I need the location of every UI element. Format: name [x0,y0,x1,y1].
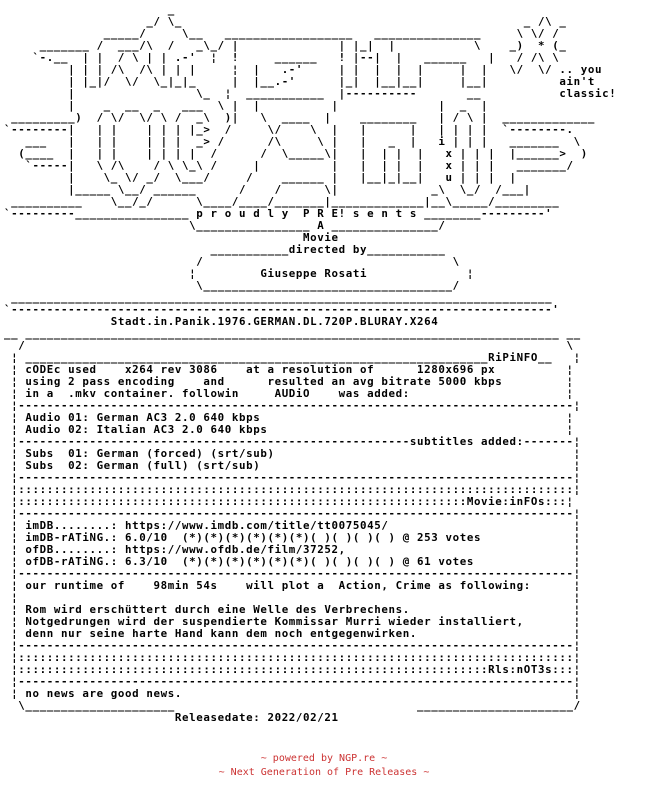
footer-powered-prefix: ~ powered by [260,753,340,764]
footer-tagline-text: ~ Next Generation of Pre Releases ~ [218,767,430,778]
footer-powered-suffix: ~ [375,753,388,764]
nfo-ascii-document: _ _/ \_ _ /\ _ _____/ \__ __________________ _______________ \ \/ / _______ / ___/\ / _\_/ | | |_| | \ _) * (_ `-.__ | | / \ | | .-' ¦ ! ______ ! |--| | ______ | / /\ \ | | | /\ /\ | | | ¦ | .-' | | | | | | | \/ \/ .. you | |_|/ \/ \_|_|_ | |__.-' |_| |__|__| |__| ain't | \_ ¦ ___________ |---------- __ classic! | _ __ _ ___ \ | | | | _ | _________) / \/ \/ \ / _\ )| \ ____ | ________ | / \ | _____________ `--------| | | | | | |_> / \/ \ | | | | | | | `--------. ___ | | | | | | _> / /\ \ | | _ | i | | | _______ \ (____ | | | | | | | / / \_____\| | | | | x | | | |______> ) `-----| \ /\ / \ \_\ / | | | | | | x | | | _______/ | \_ \/ _/ \___/ / ______ | |__|_|__| u | | | | |_____ \__/ ______ / / \| _\ \_/ /___| __________ \__/_/ \____/____/_______|_____________|__\_____/_________ `---------________________ p r o u d l y P R E! s e n t s ________---------' \________________ A _______________/ Movie ___________directed by___________ / \ ¦ Giuseppe Rosati ¦ \___________________________________/ ____________________________________________________________________________ `----------------------------------------------------------------------------' Stadt.in.Panik.1976.GERMAN.DL.720P.BLURAY.X264 __ ___________________________________________________________________________ __ / \ ¦ _________________________________________________________________RiPiNFO__ ¦ ¦ cODEc used x264 rev 3086 at a resolution of 1280x696 px ¦ ¦ using 2 pass encoding and resulted an avg bitrate 5000 kbps ¦ ¦ in a .mkv container. followin AUDiO was added: ¦ ¦------------------------------------------------------------------------------¦ ¦ Audio 01: German AC3 2.0 640 kbps ¦ ¦ Audio 02: Italian AC3 2.0 640 kbps ¦ ¦-------------------------------------------------------subtitles added:-------¦ ¦ Subs 01: German (forced) (srt/sub) ¦ ¦ Subs 02: German (full) (srt/sub) ¦ ¦------------------------------------------------------------------------------¦ ¦::::::::::::::::::::::::::::::::::::::::::::::::::::::::::::::::::::::::::::::¦ ¦:::::::::::::::::::::::::::::::::::::::::::::::::::::::::::::::Movie:inFOs:::¦ ¦------------------------------------------------------------------------------¦ ¦ imDB........: https://www.imdb.com/title/tt0075045/ ¦ ¦ imDB-rATiNG.: 6.0/10 (*)(*)(*)(*)(*)(*)( )( )( )( ) @ 253 votes ¦ ¦ ofDB........: https://www.ofdb.de/film/37252, ¦ ¦ ofDB-rATiNG.: 6.3/10 (*)(*)(*)(*)(*)(*)( )( )( )( ) @ 61 votes ¦ ¦------------------------------------------------------------------------------¦ ¦ our runtime of 98min 54s will plot a Action, Crime as following: ¦ ¦ ¦ ¦ Rom wird erschüttert durch eine Welle des Verbrechens. ¦ ¦ Notgedrungen wird der suspendierte Kommissar Murri wieder installiert, ¦ ¦ denn nur seine harte Hand kann dem noch entgegenwirken. ¦ ¦------------------------------------------------------------------------------¦ ¦::::::::::::::::::::::::::::::::::::::::::::::::::::::::::::::::::::::::::::::¦ ¦::::::::::::::::::::::::::::::::::::::::::::::::::::::::::::::::::Rls:nOT3s:::¦ ¦------------------------------------------------------------------------------¦ ¦ no news are good news. ¦ \_____________________ ______________________/ Releasedate: 2022/02/21 [4,3,617,724]
footer-powered-by [0,752,648,766]
footer-tagline [0,766,648,780]
ngp-link[interactable]: NGP.re [339,753,376,764]
